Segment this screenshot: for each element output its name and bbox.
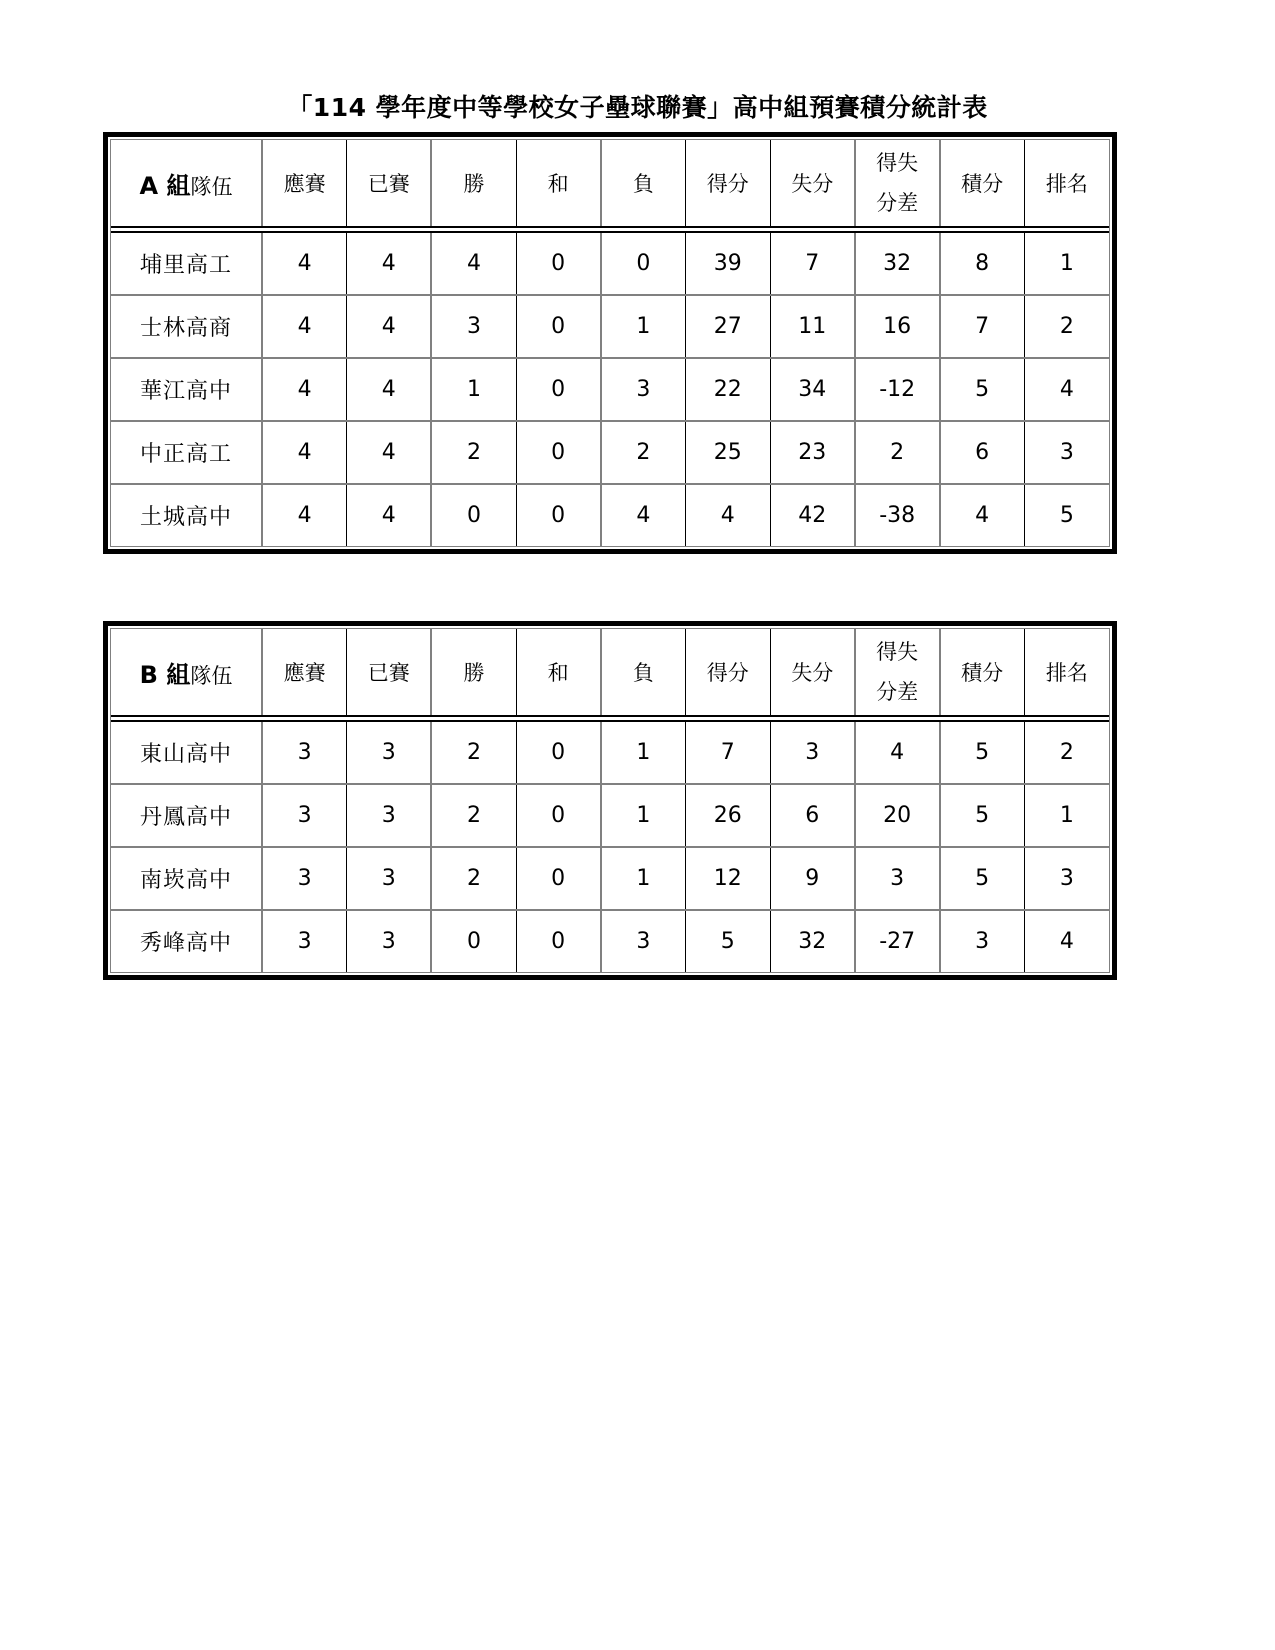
group-label: A 組: [139, 171, 191, 200]
header-played-required: 應賽: [262, 629, 347, 719]
runs-against: 9: [770, 847, 855, 910]
wins: 0: [431, 910, 516, 972]
rank: 3: [1024, 421, 1109, 484]
points: 5: [940, 847, 1025, 910]
points: 5: [940, 358, 1025, 421]
runs-for: 26: [685, 784, 770, 847]
wins: 2: [431, 421, 516, 484]
played-required: 4: [262, 230, 347, 296]
runs-for: 27: [685, 295, 770, 358]
run-diff: 2: [855, 421, 940, 484]
played-required: 4: [262, 484, 347, 546]
header-run-diff: [855, 140, 940, 230]
header-run-diff: [855, 629, 940, 719]
draws: 0: [516, 484, 601, 546]
draws: 0: [516, 910, 601, 972]
points: 5: [940, 784, 1025, 847]
losses: 4: [601, 484, 686, 546]
page-title: 「114 學年度中等學校女子壘球聯賽」高中組預賽積分統計表: [287, 93, 988, 122]
table-row: [111, 719, 1109, 785]
points: 7: [940, 295, 1025, 358]
run-diff: -38: [855, 484, 940, 546]
runs-against: 6: [770, 784, 855, 847]
losses: 1: [601, 295, 686, 358]
header-runs-against: 失分: [770, 629, 855, 719]
header-played-required: 應賽: [262, 140, 347, 230]
runs-for: 7: [685, 719, 770, 785]
rank: 4: [1024, 358, 1109, 421]
runs-against: 3: [770, 719, 855, 785]
wins: 3: [431, 295, 516, 358]
team-name: 土城高中: [111, 484, 262, 546]
played: 4: [347, 358, 432, 421]
points: 8: [940, 230, 1025, 296]
header-points: 積分: [940, 140, 1025, 230]
group-sub-label: 隊伍: [190, 663, 233, 688]
header-wins: 勝: [431, 629, 516, 719]
header-points: 積分: [940, 629, 1025, 719]
draws: 0: [516, 230, 601, 296]
played-required: 3: [262, 784, 347, 847]
draws: 0: [516, 295, 601, 358]
wins: 2: [431, 847, 516, 910]
runs-against: 23: [770, 421, 855, 484]
group-a-table: [103, 132, 1117, 554]
points: 3: [940, 910, 1025, 972]
runs-against: 7: [770, 230, 855, 296]
draws: 0: [516, 719, 601, 785]
runs-for: 5: [685, 910, 770, 972]
table-row: [111, 421, 1109, 484]
table-row: [111, 484, 1109, 546]
header-run-diff-line2: 分差: [876, 680, 919, 704]
played: 3: [347, 719, 432, 785]
draws: 0: [516, 358, 601, 421]
draws: 0: [516, 784, 601, 847]
header-run-diff-line1: 得失: [876, 640, 919, 664]
table-row: [111, 358, 1109, 421]
header-run-diff-line2: 分差: [876, 191, 919, 215]
group-sub-label: 隊伍: [190, 174, 233, 199]
runs-against: 34: [770, 358, 855, 421]
header-rank: 排名: [1024, 140, 1109, 230]
run-diff: 4: [855, 719, 940, 785]
rank: 1: [1024, 784, 1109, 847]
points: 4: [940, 484, 1025, 546]
losses: 1: [601, 847, 686, 910]
group-b-table: [103, 621, 1117, 980]
runs-for: 12: [685, 847, 770, 910]
team-name: 埔里高工: [111, 230, 262, 296]
run-diff: -27: [855, 910, 940, 972]
team-name: 士林高商: [111, 295, 262, 358]
header-row: [111, 629, 1109, 719]
header-team: [111, 140, 262, 230]
run-diff: 20: [855, 784, 940, 847]
table-row: [111, 784, 1109, 847]
runs-for: 25: [685, 421, 770, 484]
table-row: [111, 847, 1109, 910]
table-row: [111, 910, 1109, 972]
header-run-diff-line1: 得失: [876, 151, 919, 175]
draws: 0: [516, 421, 601, 484]
header-row: [111, 140, 1109, 230]
team-name: 華江高中: [111, 358, 262, 421]
header-losses: 負: [601, 140, 686, 230]
run-diff: 3: [855, 847, 940, 910]
wins: 1: [431, 358, 516, 421]
header-rank: 排名: [1024, 629, 1109, 719]
played: 3: [347, 910, 432, 972]
played: 4: [347, 230, 432, 296]
runs-for: 22: [685, 358, 770, 421]
header-losses: 負: [601, 629, 686, 719]
run-diff: -12: [855, 358, 940, 421]
runs-against: 42: [770, 484, 855, 546]
standings-table-b: [111, 629, 1109, 972]
losses: 2: [601, 421, 686, 484]
played-required: 4: [262, 358, 347, 421]
runs-against: 32: [770, 910, 855, 972]
header-played: 已賽: [347, 140, 432, 230]
losses: 1: [601, 784, 686, 847]
standings-table-a: [111, 140, 1109, 546]
played-required: 4: [262, 295, 347, 358]
header-runs-for: 得分: [685, 140, 770, 230]
runs-for: 39: [685, 230, 770, 296]
rank: 4: [1024, 910, 1109, 972]
table-row: [111, 230, 1109, 296]
run-diff: 32: [855, 230, 940, 296]
losses: 0: [601, 230, 686, 296]
header-draws: 和: [516, 629, 601, 719]
runs-for: 4: [685, 484, 770, 546]
rank: 1: [1024, 230, 1109, 296]
table-row: [111, 295, 1109, 358]
played: 3: [347, 847, 432, 910]
team-name: 中正高工: [111, 421, 262, 484]
losses: 3: [601, 358, 686, 421]
group-label: B 組: [139, 660, 191, 689]
rank: 5: [1024, 484, 1109, 546]
team-name: 東山高中: [111, 719, 262, 785]
header-runs-against: 失分: [770, 140, 855, 230]
header-team: [111, 629, 262, 719]
team-name: 南崁高中: [111, 847, 262, 910]
played-required: 3: [262, 910, 347, 972]
played: 4: [347, 295, 432, 358]
rank: 2: [1024, 295, 1109, 358]
header-wins: 勝: [431, 140, 516, 230]
wins: 0: [431, 484, 516, 546]
team-name: 丹鳳高中: [111, 784, 262, 847]
team-name: 秀峰高中: [111, 910, 262, 972]
losses: 3: [601, 910, 686, 972]
losses: 1: [601, 719, 686, 785]
played-required: 4: [262, 421, 347, 484]
wins: 4: [431, 230, 516, 296]
rank: 3: [1024, 847, 1109, 910]
run-diff: 16: [855, 295, 940, 358]
points: 6: [940, 421, 1025, 484]
wins: 2: [431, 719, 516, 785]
played-required: 3: [262, 847, 347, 910]
wins: 2: [431, 784, 516, 847]
played: 4: [347, 484, 432, 546]
played: 4: [347, 421, 432, 484]
played-required: 3: [262, 719, 347, 785]
rank: 2: [1024, 719, 1109, 785]
header-played: 已賽: [347, 629, 432, 719]
points: 5: [940, 719, 1025, 785]
header-draws: 和: [516, 140, 601, 230]
played: 3: [347, 784, 432, 847]
runs-against: 11: [770, 295, 855, 358]
draws: 0: [516, 847, 601, 910]
header-runs-for: 得分: [685, 629, 770, 719]
